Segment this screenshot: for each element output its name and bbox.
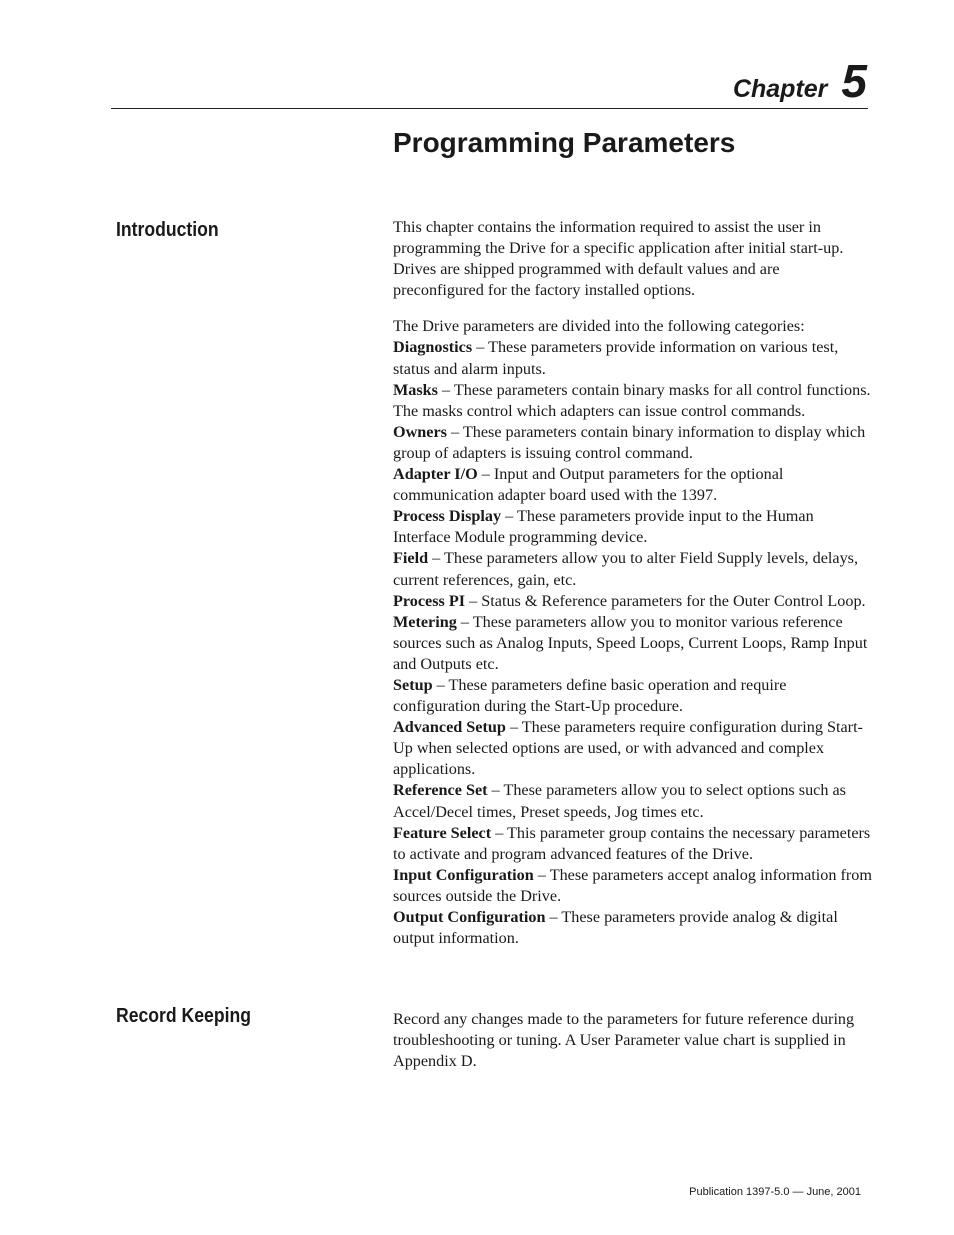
category-description: These parameters contain binary information to display which group of adapters is issuing control command. (393, 422, 866, 462)
publication-footer: Publication 1397-5.0 — June, 2001 (689, 1186, 861, 1198)
category-description: These parameters contain binary masks for all control functions. The masks control which adapters can issue control commands. (393, 380, 871, 420)
chapter-number: 5 (841, 55, 867, 107)
category-description: Status & Reference parameters for the Outer Control Loop. (481, 591, 866, 610)
category-description: These parameters require configuration during Start-Up when selected options are used, or with advanced and complex applications. (393, 718, 863, 779)
category-item (393, 380, 873, 422)
category-term: Advanced Setup (393, 718, 506, 737)
category-term: Process Display (393, 507, 502, 526)
chapter-heading (732, 55, 867, 107)
introduction-paragraph: This chapter contains the information required to assist the user in programming the Drive for a specific application after initial start-up. Drives are shipped programmed with default values and are preconfigured for the factory installed options. (393, 218, 844, 300)
category-item (393, 591, 873, 612)
category-dash: – (491, 781, 500, 800)
chapter-label: Chapter (732, 75, 828, 103)
category-term: Adapter I/O (393, 465, 478, 484)
category-dash: – (476, 338, 485, 357)
section-heading-introduction: Introduction (116, 219, 219, 241)
category-dash: – (549, 908, 558, 926)
category-item (393, 675, 873, 717)
category-item (393, 422, 873, 464)
category-item (393, 823, 873, 865)
category-term: Setup (393, 675, 433, 694)
chapter-divider (111, 108, 868, 109)
category-term: Feature Select (393, 823, 492, 842)
category-item (393, 717, 873, 780)
category-item (393, 548, 873, 590)
categories-intro: The Drive parameters are divided into the following categories: (393, 317, 805, 336)
category-item (393, 907, 873, 949)
record-keeping-body (393, 1009, 873, 1072)
category-dash: – (451, 422, 460, 441)
record-keeping-paragraph: Record any changes made to the parameters for future reference during troubleshooting or tuning. A User Parameter value chart is supplied in Appendix D. (393, 1010, 855, 1071)
category-dash: – (432, 549, 441, 568)
category-dash: – (537, 865, 546, 884)
page-title: Programming Parameters (393, 127, 736, 158)
category-term: Input Configuration (393, 865, 534, 884)
category-description: These parameters define basic operation and require configuration during the Start-Up procedure. (393, 675, 787, 716)
category-term: Reference Set (393, 781, 488, 800)
category-dash: – (509, 718, 519, 737)
category-dash: – (460, 612, 469, 631)
category-description: These parameters accept analog information from sources outside the Drive. (393, 865, 872, 905)
category-item (393, 865, 873, 907)
category-description: Input and Output parameters for the optional communication adapter board used with the 1397. (393, 465, 784, 505)
category-term: Masks (393, 380, 438, 399)
category-description: These parameters provide input to the Human Interface Module programming device. (393, 507, 814, 547)
category-term: Output Configuration (393, 908, 546, 926)
category-description: These parameters allow you to alter Field Supply levels, delays, current references, gain, etc. (393, 549, 859, 589)
category-item (393, 337, 873, 379)
section-heading-record-keeping: Record Keeping (116, 1005, 251, 1027)
category-dash: – (495, 823, 504, 842)
category-description: This parameter group contains the necessary parameters to activate and program advanced features of the Drive. (393, 823, 871, 863)
category-description: These parameters allow you to select options such as Accel/Decel times, Preset speeds, Jog times etc. (393, 781, 846, 821)
category-description: These parameters provide analog & digital output information. (393, 908, 838, 948)
category-description: These parameters provide information on various test, status and alarm inputs. (393, 338, 839, 378)
category-term: Diagnostics (393, 338, 473, 357)
category-term: Field (393, 549, 429, 568)
category-description: These parameters allow you to monitor various reference sources such as Analog Inputs, Speed Loops, Current Loops, Ramp Input and Outputs etc. (393, 612, 868, 673)
category-dash: – (469, 591, 478, 610)
category-dash: – (481, 465, 490, 484)
category-dash: – (442, 380, 451, 399)
category-item (393, 612, 873, 675)
category-dash: – (505, 507, 514, 526)
category-term: Owners (393, 422, 447, 441)
category-dash: – (436, 675, 445, 694)
category-item (393, 506, 873, 548)
category-term: Metering (393, 612, 457, 631)
category-item (393, 464, 873, 506)
category-item (393, 780, 873, 822)
category-list (393, 337, 873, 949)
introduction-body (393, 217, 873, 949)
category-term: Process PI (393, 591, 466, 610)
